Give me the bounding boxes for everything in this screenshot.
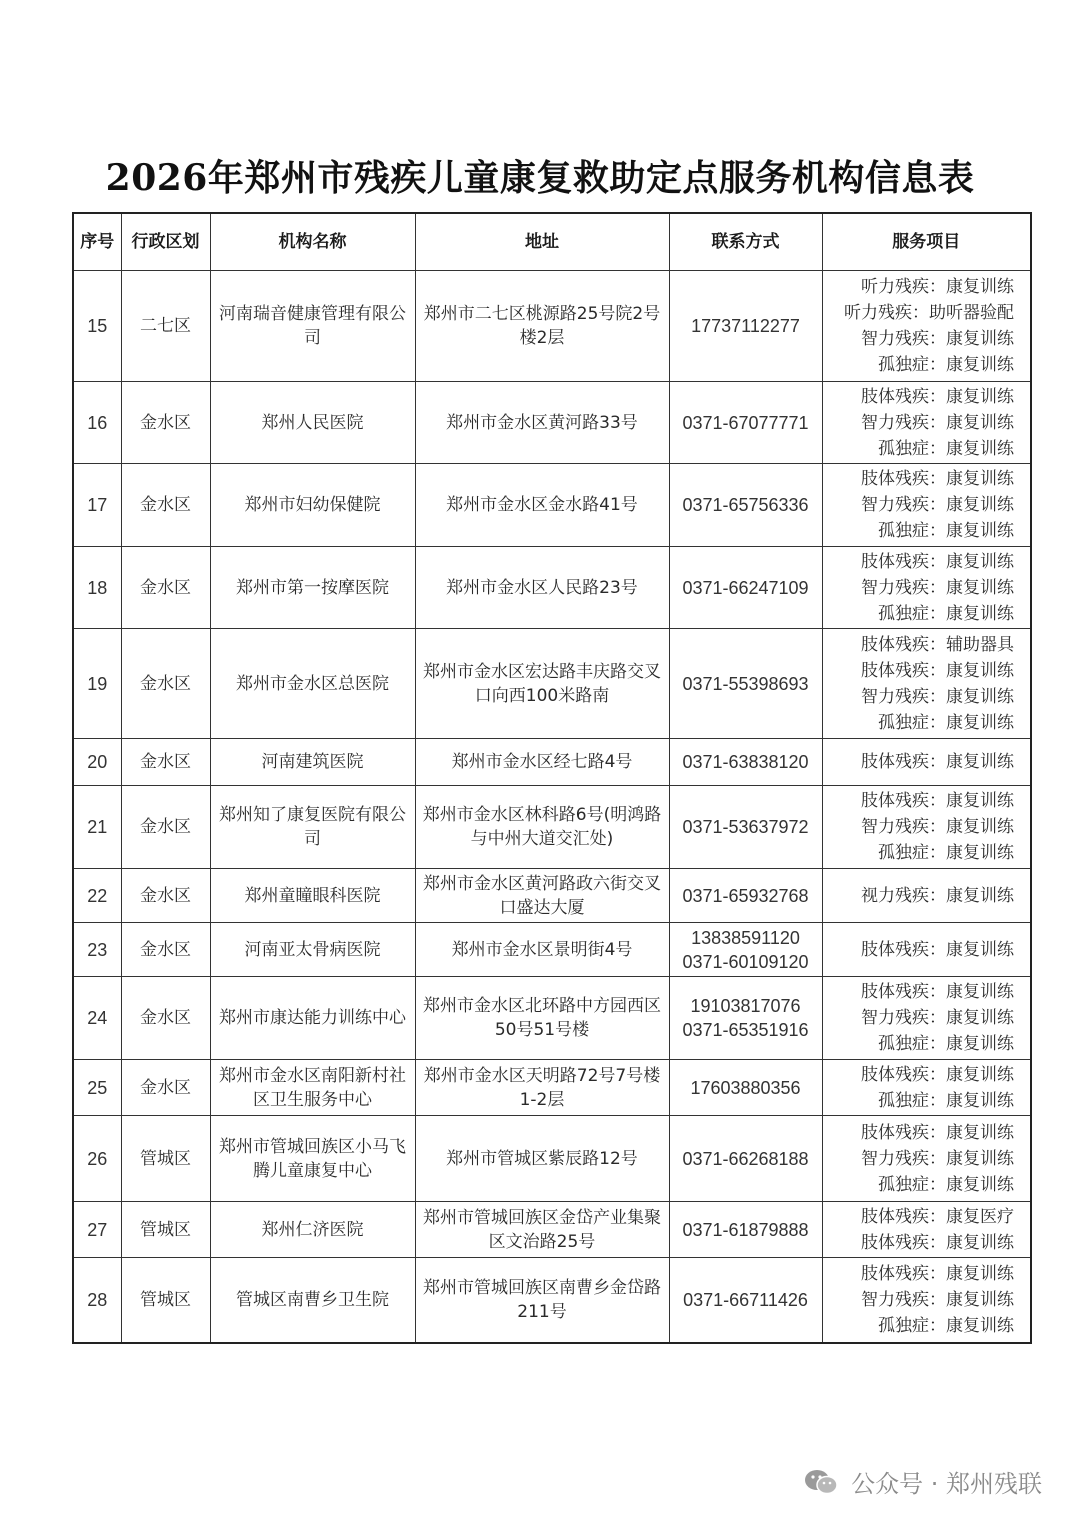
row-number: 21 [73,786,121,869]
row-district: 金水区 [121,382,210,464]
page-title: 2026年郑州市残疾儿童康复救助定点服务机构信息表 [105,157,975,199]
service-item: 智力残疾：康复训练 [861,1289,1014,1310]
service-item: 孤独症：康复训练 [878,1034,1014,1054]
service-item: 肢体残疾：康复训练 [861,1263,1014,1284]
row-number: 27 [73,1202,121,1258]
phone-number: 0371-66268188 [682,1148,809,1169]
row-number: 17 [73,464,121,547]
row-contact [669,977,822,1060]
row-services [822,923,1031,977]
row-services [822,464,1031,547]
row-contact [669,786,822,869]
row-district: 二七区 [121,271,210,382]
phone-number: 0371-65932768 [682,885,809,906]
row-address: 郑州市金水区经七路4号 [415,739,669,786]
row-institution-name: 郑州市妇幼保健院 [210,464,415,547]
row-address: 郑州市二七区桃源路25号院2号楼2层 [415,271,669,382]
column-header-no: 序号 [73,213,121,271]
service-item: 孤独症：康复训练 [878,521,1014,541]
row-services [822,739,1031,786]
row-services [822,977,1031,1060]
service-item: 肢体残疾：康复训练 [861,469,1014,489]
table-row [73,739,1031,786]
row-contact [669,869,822,923]
row-address: 郑州市金水区金水路41号 [415,464,669,547]
phone-number: 17603880356 [690,1077,801,1098]
row-services [822,786,1031,869]
row-institution-name: 河南建筑医院 [210,739,415,786]
table-row [73,977,1031,1060]
row-address: 郑州市管城回族区金岱产业集聚区文治路25号 [415,1202,669,1258]
service-item: 肢体残疾：康复训练 [861,551,1014,572]
row-number: 18 [73,547,121,629]
row-address: 郑州市金水区天明路72号7号楼1-2层 [415,1060,669,1116]
row-institution-name: 郑州市金水区总医院 [210,629,415,739]
phone-number: 0371-60109120 [682,951,809,972]
table-row [73,786,1031,869]
row-services [822,1116,1031,1202]
service-item: 听力残疾：助听器验配 [844,303,1014,323]
phone-number: 19103817076 [690,996,801,1016]
column-header-district: 行政区划 [121,213,210,271]
row-services [822,1060,1031,1116]
service-item: 肢体残疾：康复医疗 [861,1206,1014,1227]
column-header-contact: 联系方式 [669,213,822,271]
row-district: 金水区 [121,869,210,923]
table-row [73,1202,1031,1258]
row-number: 20 [73,739,121,786]
column-header-name: 机构名称 [210,213,415,271]
row-address: 郑州市金水区林科路6号(明鸿路与中州大道交汇处) [415,786,669,869]
phone-number: 0371-66247109 [682,577,809,598]
phone-number: 0371-61879888 [682,1219,809,1240]
row-contact [669,923,822,977]
row-contact [669,739,822,786]
service-item: 肢体残疾：辅助器具 [861,634,1014,655]
row-services [822,629,1031,739]
row-address: 郑州市金水区黄河路33号 [415,382,669,464]
watermark [803,1464,1042,1499]
row-district: 金水区 [121,547,210,629]
table-row [73,382,1031,464]
service-item: 孤独症：康复训练 [878,603,1014,624]
table-row [73,1116,1031,1202]
service-item: 肢体残疾：康复训练 [861,386,1014,407]
service-item: 孤独症：康复训练 [878,712,1014,733]
row-institution-name: 河南瑞音健康管理有限公司 [210,271,415,382]
phone-number: 0371-63838120 [682,752,809,772]
service-item: 肢体残疾：康复训练 [861,939,1014,960]
service-item: 孤独症：康复训练 [878,438,1014,459]
row-district: 金水区 [121,629,210,739]
service-item: 孤独症：康复训练 [878,1174,1014,1195]
row-number: 19 [73,629,121,739]
row-district: 管城区 [121,1202,210,1258]
service-item: 智力残疾：康复训练 [861,329,1014,349]
row-contact [669,1116,822,1202]
service-item: 肢体残疾：康复训练 [861,660,1014,681]
row-number: 25 [73,1060,121,1116]
row-contact [669,1258,822,1343]
service-item: 肢体残疾：康复训练 [861,1064,1014,1085]
phone-number: 13838591120 [691,927,800,948]
row-services [822,382,1031,464]
service-item: 智力残疾：康复训练 [861,817,1014,837]
row-number: 28 [73,1258,121,1343]
row-address: 郑州市金水区黄河路政六街交叉口盛达大厦 [415,869,669,923]
row-address: 郑州市管城回族区南曹乡金岱路211号 [415,1258,669,1343]
service-item: 智力残疾：康复训练 [861,686,1014,707]
service-item: 肢体残疾：康复训练 [861,1122,1014,1143]
service-item: 肢体残疾：康复训练 [861,791,1014,811]
row-number: 24 [73,977,121,1060]
row-address: 郑州市金水区北环路中方园西区50号51号楼 [415,977,669,1060]
table-row [73,869,1031,923]
row-institution-name: 郑州仁济医院 [210,1202,415,1258]
phone-number: 0371-55398693 [682,673,809,694]
row-services [822,869,1031,923]
service-item: 智力残疾：康复训练 [861,1148,1014,1169]
row-address: 郑州市管城区紫辰路12号 [415,1116,669,1202]
table-row [73,629,1031,739]
row-number: 22 [73,869,121,923]
row-contact [669,271,822,382]
phone-number: 0371-53637972 [682,817,809,837]
row-district: 金水区 [121,739,210,786]
row-district: 金水区 [121,786,210,869]
row-institution-name: 郑州童瞳眼科医院 [210,869,415,923]
table-row [73,271,1031,382]
service-item: 智力残疾：康复训练 [861,412,1014,433]
phone-number: 0371-65756336 [682,495,809,515]
row-services [822,1258,1031,1343]
table-row [73,1060,1031,1116]
row-institution-name: 郑州知了康复医院有限公司 [210,786,415,869]
service-item: 智力残疾：康复训练 [861,1008,1014,1028]
service-item: 孤独症：康复训练 [878,355,1014,375]
row-address: 郑州市金水区宏达路丰庆路交叉口向西100米路南 [415,629,669,739]
service-item: 肢体残疾：康复训练 [861,1232,1014,1253]
table-body [73,271,1031,1343]
service-item: 听力残疾：康复训练 [861,277,1014,297]
row-number: 15 [73,271,121,382]
watermark-text: 公众号 · 郑州残联 [851,1470,1042,1498]
row-institution-name: 郑州人民医院 [210,382,415,464]
row-contact [669,382,822,464]
row-contact [669,547,822,629]
row-district: 金水区 [121,464,210,547]
row-institution-name: 郑州市康达能力训练中心 [210,977,415,1060]
row-institution-name: 郑州市管城回族区小马飞腾儿童康复中心 [210,1116,415,1202]
row-contact [669,629,822,739]
row-institution-name: 河南亚太骨病医院 [210,923,415,977]
institution-table [72,212,1032,1344]
table-row [73,923,1031,977]
row-address: 郑州市金水区人民路23号 [415,547,669,629]
wechat-icon [803,1468,839,1496]
row-contact [669,1060,822,1116]
phone-number: 0371-66711426 [683,1289,808,1310]
service-item: 肢体残疾：康复训练 [861,982,1014,1002]
row-institution-name: 管城区南曹乡卫生院 [210,1258,415,1343]
row-institution-name: 郑州市第一按摩医院 [210,547,415,629]
column-header-address: 地址 [415,213,669,271]
row-number: 26 [73,1116,121,1202]
table-row [73,464,1031,547]
table-header-row [73,213,1031,271]
row-contact [669,464,822,547]
service-item: 肢体残疾：康复训练 [861,752,1014,772]
column-header-services: 服务项目 [822,213,1031,271]
row-contact [669,1202,822,1258]
row-institution-name: 郑州市金水区南阳新村社区卫生服务中心 [210,1060,415,1116]
row-district: 金水区 [121,923,210,977]
row-address: 郑州市金水区景明街4号 [415,923,669,977]
table-row [73,1258,1031,1343]
row-number: 23 [73,923,121,977]
phone-number: 0371-65351916 [682,1020,809,1040]
table-row [73,547,1031,629]
service-item: 孤独症：康复训练 [878,843,1014,863]
row-services [822,547,1031,629]
row-district: 金水区 [121,1060,210,1116]
row-district: 金水区 [121,977,210,1060]
row-services [822,1202,1031,1258]
row-services [822,271,1031,382]
service-item: 孤独症：康复训练 [878,1315,1014,1336]
row-district: 管城区 [121,1116,210,1202]
service-item: 孤独症：康复训练 [878,1090,1014,1111]
phone-number: 17737112277 [691,316,800,336]
service-item: 智力残疾：康复训练 [861,495,1014,515]
service-item: 视力残疾：康复训练 [861,885,1014,906]
row-number: 16 [73,382,121,464]
phone-number: 0371-67077771 [682,412,809,433]
row-district: 管城区 [121,1258,210,1343]
service-item: 智力残疾：康复训练 [861,577,1014,598]
